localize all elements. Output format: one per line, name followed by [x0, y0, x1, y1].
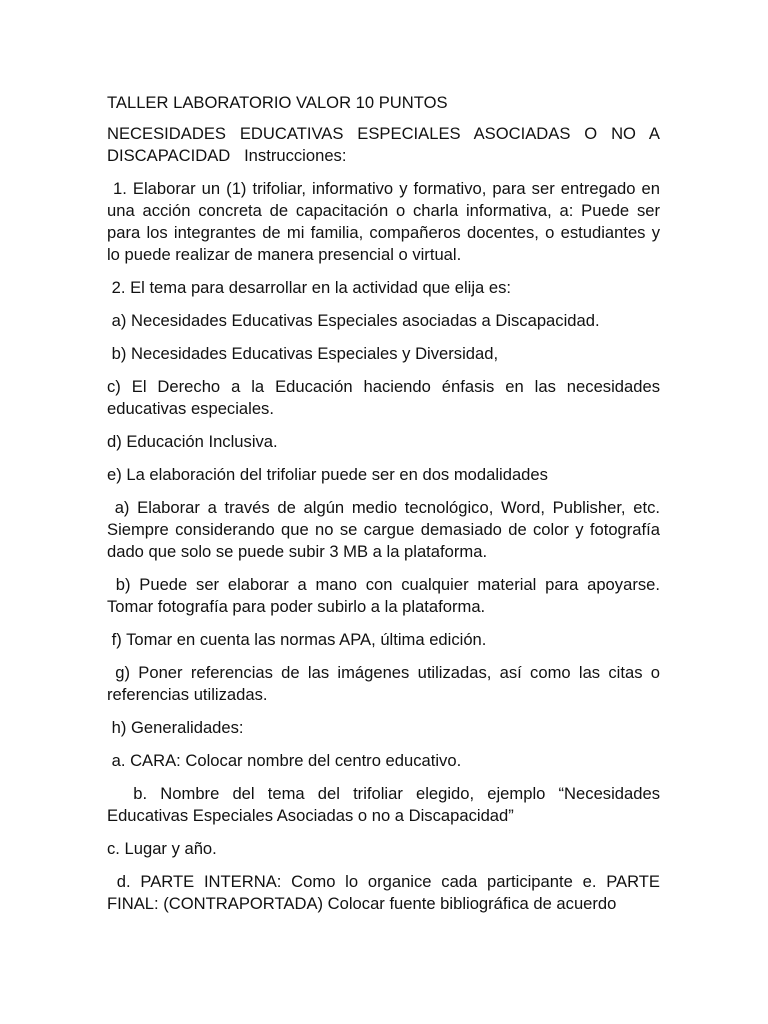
- list-item-modality-a: a) Elaborar a través de algún medio tecnológico, Word, Publisher, etc. Siempre considerando que no se cargue demasiado de color y fotografía dado que solo se puede subir 3 MB a la plataforma.: [107, 498, 665, 561]
- list-item-cara: a. CARA: Colocar nombre del centro educativo.: [107, 751, 462, 770]
- document-title: TALLER LABORATORIO VALOR 10 PUNTOS: [107, 93, 448, 112]
- list-item-internal-final: d. PARTE INTERNA: Como lo organice cada participante e. PARTE FINAL: (CONTRAPORTADA) Colocar fuente bibliográfica de acuerdo: [107, 872, 665, 913]
- list-item-place-year: c. Lugar y año.: [107, 839, 217, 858]
- paragraph-instruction-1: 1. Elaborar un (1) trifoliar, informativo y formativo, para ser entregado en una acción concreta de capacitación o charla informativa, a: Puede ser para los integrantes de mi familia, compañeros docentes, o estudiantes y lo puede realizar de manera presencial o virtual.: [107, 179, 665, 264]
- list-item-modalities: e) La elaboración del trifoliar puede ser en dos modalidades: [107, 465, 548, 484]
- list-item-modality-b: b) Puede ser elaborar a mano con cualquier material para apoyarse. Tomar fotografía para poder subirlo a la plataforma.: [107, 575, 665, 616]
- document-body: [107, 92, 665, 926]
- list-item-topic-d: d) Educación Inclusiva.: [107, 432, 278, 451]
- list-item-generalities: h) Generalidades:: [107, 718, 244, 737]
- list-item-topic-b: b) Necesidades Educativas Especiales y Diversidad,: [107, 344, 499, 363]
- list-item-topic-name: b. Nombre del tema del trifoliar elegido, ejemplo “Necesidades Educativas Especiales Asociadas o no a Discapacidad”: [107, 784, 665, 825]
- list-item-topic-a: a) Necesidades Educativas Especiales asociadas a Discapacidad.: [107, 311, 600, 330]
- paragraph-instruction-2: 2. El tema para desarrollar en la actividad que elija es:: [107, 278, 512, 297]
- list-item-references: g) Poner referencias de las imágenes utilizadas, así como las citas o referencias utilizadas.: [107, 663, 665, 704]
- list-item-topic-c: c) El Derecho a la Educación haciendo énfasis en las necesidades educativas especiales.: [107, 377, 665, 418]
- document-subtitle: NECESIDADES EDUCATIVAS ESPECIALES ASOCIADAS O NO A DISCAPACIDAD Instrucciones:: [107, 124, 665, 165]
- list-item-apa: f) Tomar en cuenta las normas APA, última edición.: [107, 630, 487, 649]
